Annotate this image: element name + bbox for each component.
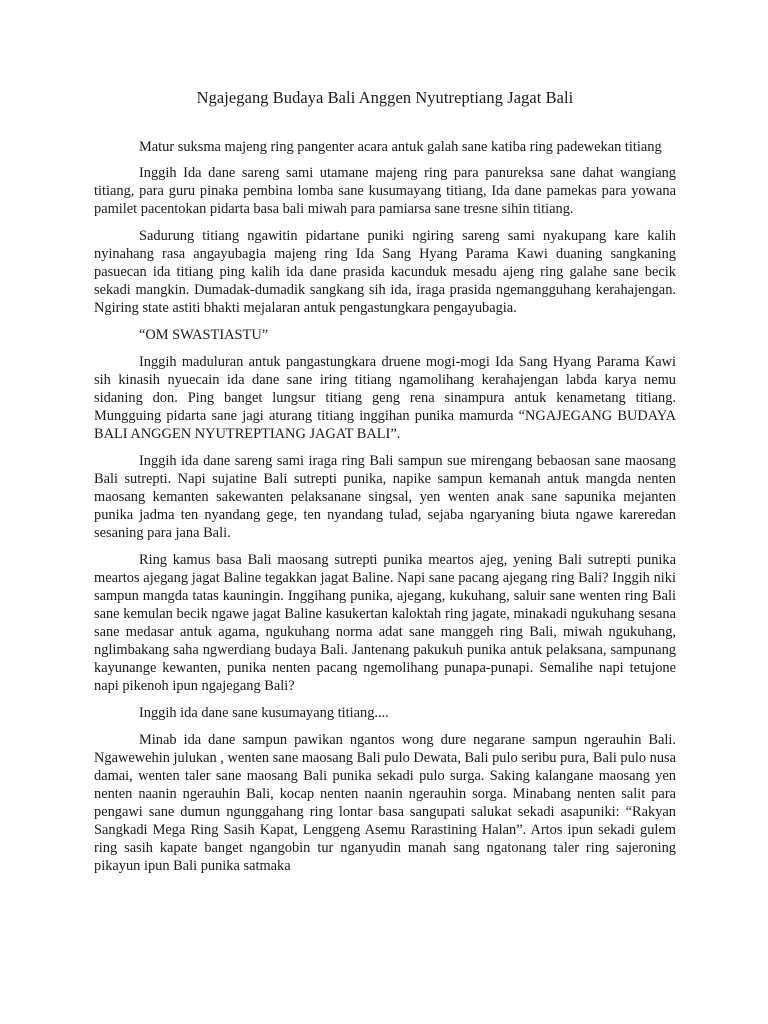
paragraph-topic: Inggih maduluran antuk pangastungkara druene mogi-mogi Ida Sang Hyang Parama Kawi sih kinasih nyuecain ida dane sane iring titiang ngamolihang kerahajengan labda karya nemu sidaning don. Ping banget lungsur titiang geng rena sinampura antuk kenametang titiang. Mungguing pidarta sane jagi aturang titiang inggihan punika mamurda “NGAJEGANG BUDAYA BALI ANGGEN NYUTREPTIANG JAGAT BALI”. [94, 354, 676, 442]
document-page [94, 82, 676, 884]
document-title: Ngajegang Budaya Bali Anggen Nyutreptiang Jagat Bali [196, 88, 574, 107]
paragraph-swastiastu: “OM SWASTIASTU” [139, 327, 269, 343]
paragraph-opening-prayer: Sadurung titiang ngawitin pidartane puniki ngiring sareng sami nyakupang kare kalih nyinahang rasa angayubagia majeng ring Ida Sang Hyang Parama Kawi duaning sangkaning pasuecan ida titiang ping kalih ida dane prasida kacunduk mesadu ajeng ring galahe sane becik sekadi mangkin. Dumadak-dumadik sangkang sih ida, iraga prasida ngemangguhang kerahajengan. Ngiring state astiti bhakti mejalaran antuk pengastungkara pengayubagia. [94, 228, 676, 316]
paragraph-bali-sutrepti: Inggih ida dane sareng sami iraga ring Bali sampun sue mirengang bebaosan sane maosang Bali sutrepti. Napi sujatine Bali sutrepti punika, napike sampun kemanah antuk mangda nenten maosang kemanten sakewanten pelaksanane singsal, yen wenten anak sane sapunika mejanten punika jadma ten nyandang gege, ten nyandang tulad, sejaba ngaryaning biuta ngawe kareredan sesaning para jana Bali. [94, 453, 676, 541]
paragraph-address: Inggih ida dane sane kusumayang titiang.... [139, 705, 389, 721]
paragraph-greeting: Matur suksma majeng ring pangenter acara antuk galah sane katiba ring padewekan titiang [139, 139, 662, 155]
paragraph-kamus-basa-bali: Ring kamus basa Bali maosang sutrepti punika meartos ajeg, yening Bali sutrepti punika meartos ajegang jagat Baline tegakkan jagat Baline. Napi sane pacang ajegang ring Bali? Inggih niki sampun mangda tatas kauningin. Inggihang punika, ajegang, kukuhang, saluir sane wenten ring Bali sane kemulan becik ngawe jagat Baline kasukertan kaloktah ring jagate, minakadi ngukuhang sesana sane medasar antuk agama, ngukuhang norma adat sane manggeh ring Bali, miwah ngukuhang, nglimbakang saha ngwerdiang budaya Bali. Jantenang pakukuh punika antuk pelaksana, sampunang kayunange kewanten, punika nenten pacang ngemolihang punapa-punapi. Semalihe napi tetujone napi pikenoh ipun ngajegang Bali? [94, 552, 676, 694]
paragraph-audience: Inggih Ida dane sareng sami utamane majeng ring para panureksa sane dahat wangiang titiang, para guru pinaka pembina lomba sane kusumayang titiang, Ida dane pamekas para yowana pamilet pacentokan pidarta basa bali miwah para pamiarsa sane tresne sihin titiang. [94, 165, 676, 217]
paragraph-pulo-dewata: Minab ida dane sampun pawikan ngantos wong dure negarane sampun ngerauhin Bali. Ngawewehin julukan , wenten sane maosang Bali pulo Dewata, Bali pulo seribu pura, Bali pulo nusa damai, wenten taler sane maosang Bali punika sekadi pulo surga. Saking kalangane maosang yen nenten naanin ngerauhin Bali, kocap nenten naanin ngerauhin sorga. Minabang nenten salit para pengawi sane dumun ngunggahang ring lontar basa sangupati salukat sekadi asapuniki: “Rakyan Sangkadi Mega Ring Sasih Kapat, Lenggeng Asemu Rarastining Halan”. Artos ipun sekadi gulem ring sasih kapate banget ngangobin tur nganyudin manah sang ngatonang taler ring sajeroning pikayun ipun Bali punika satmaka [94, 732, 676, 874]
